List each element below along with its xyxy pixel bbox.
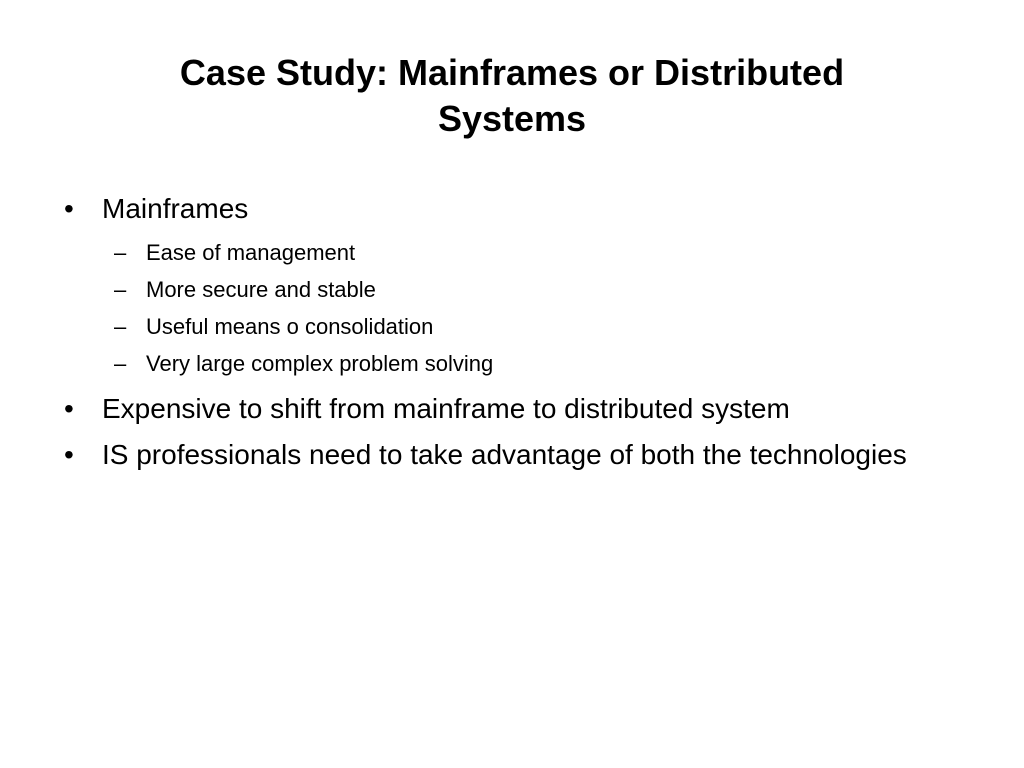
slide-title-line-2: Systems (437, 98, 587, 139)
bullet-marker: • (64, 439, 74, 470)
sub-bullet-text: Useful means o consolidation (146, 314, 434, 339)
bullet-item (0, 390, 1024, 428)
bullet-text: IS professionals need to take advantage of both the technologies (102, 439, 907, 470)
sub-bullet-text: Very large complex problem solving (146, 351, 494, 376)
dash-marker: – (114, 240, 127, 265)
slide-title (100, 50, 924, 142)
sub-bullet-text: More secure and stable (146, 277, 376, 302)
bullet-item (0, 190, 1024, 228)
bullet-text: Expensive to shift from mainframe to distributed system (102, 393, 790, 424)
dash-marker: – (114, 314, 127, 339)
sub-bullet-item (0, 238, 1024, 268)
slide-body (0, 190, 1024, 474)
sub-bullet-text: Ease of management (146, 240, 356, 265)
sub-bullet-item (0, 349, 1024, 379)
sub-bullet-item (0, 275, 1024, 305)
sub-bullet-item (0, 312, 1024, 342)
bullet-item (0, 436, 1024, 474)
bullet-text: Mainframes (102, 193, 249, 224)
dash-marker: – (114, 277, 127, 302)
bullet-marker: • (64, 393, 74, 424)
slide-title-line-1: Case Study: Mainframes or Distributed (179, 52, 845, 93)
bullet-marker: • (64, 193, 74, 224)
dash-marker: – (114, 351, 127, 376)
